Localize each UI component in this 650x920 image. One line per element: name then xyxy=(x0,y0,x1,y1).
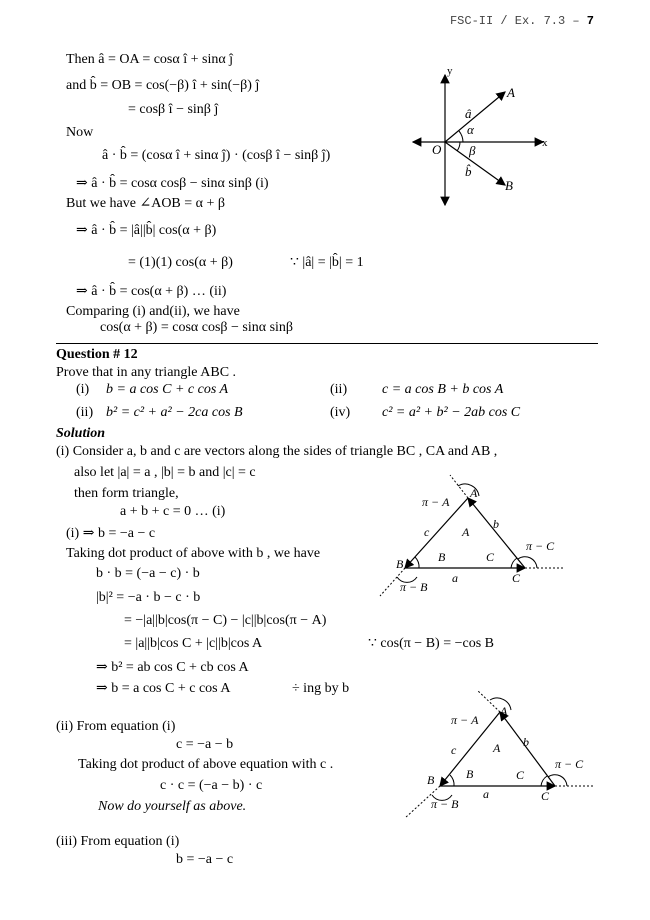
extension-b xyxy=(477,690,500,712)
part-i-number: (i) xyxy=(76,382,90,397)
proof-line-4: Now xyxy=(66,125,94,140)
arc-b xyxy=(450,775,454,786)
part-iv-number: (iv) xyxy=(330,405,351,420)
part-i-equation: b = a cos C + c cos A xyxy=(106,382,229,397)
proof-line-2: and b̂ = OB = cos(−β) î + sin(−β) ĵ xyxy=(66,78,260,93)
origin-label: O xyxy=(432,142,442,157)
part-ii-equation: c = a cos B + b cos A xyxy=(382,382,504,397)
arc-c xyxy=(541,776,547,786)
beta-label: β xyxy=(469,143,476,158)
angle-c: C xyxy=(516,768,525,782)
triangle-diagram-1 xyxy=(360,470,575,610)
solution-line-10: = |a||b|cos C + |c||b|cos A xyxy=(124,636,263,651)
page-number: 7 xyxy=(586,14,594,28)
part-ii-note: Now do yourself as above. xyxy=(98,799,247,814)
part-iii-equation-line: b = −a − c xyxy=(176,852,234,867)
pi-minus-a-label: π − A xyxy=(451,713,479,727)
section-divider xyxy=(56,343,598,344)
proof-line-1: Then â = OA = cosα î + sinα ĵ xyxy=(66,52,234,67)
angle-b: B xyxy=(466,767,474,781)
triangle-diagram-2 xyxy=(395,688,610,828)
part-iv-equation: c² = a² + b² − 2ab cos C xyxy=(382,405,521,420)
solution-line-2: also let |a| = a , |b| = b and |c| = c xyxy=(74,465,256,480)
solution-line-12: ⇒ b = a cos C + c cos A xyxy=(96,681,231,696)
solution-line-8: |b|² = −a · b − c · b xyxy=(96,590,201,605)
page-header xyxy=(450,14,594,28)
solution-line-11: ⇒ b² = ab cos C + cb cos A xyxy=(96,660,249,675)
solution-line-9: = −|a||b|cos(π − C) − |c||b|cos(π − A) xyxy=(124,613,327,628)
solution-line-1: (i) Consider a, b and c are vectors along the sides of triangle BC , CA and AB , xyxy=(56,444,498,459)
solution-line-3: then form triangle, xyxy=(74,486,179,501)
solution-line-10-reason: ∵ cos(π − B) = −cos B xyxy=(368,636,494,651)
proof-line-7: But we have ∠AOB = α + β xyxy=(66,196,226,211)
solution-line-6: Taking dot product of above with b , we have xyxy=(66,546,321,561)
b-hat-label: b̂ xyxy=(465,164,472,179)
vertex-b: B xyxy=(427,773,435,787)
side-a-label: a xyxy=(483,787,489,801)
vertex-b: B xyxy=(396,557,404,571)
angle-b: B xyxy=(438,550,446,564)
solution-line-12-reason: ÷ ing by b xyxy=(292,681,350,696)
question-title: Question # 12 xyxy=(56,347,138,362)
part-iii-heading: (iii) From equation (i) xyxy=(56,834,180,849)
part-ii-dot-product: c · c = (−a − b) · c xyxy=(160,778,263,793)
vertex-a: A xyxy=(470,486,478,500)
part-ii-heading: (ii) From equation (i) xyxy=(56,719,176,734)
pi-minus-b-label: π − B xyxy=(431,797,459,811)
side-c-label: c xyxy=(451,743,457,757)
proof-line-9: = (1)(1) cos(α + β) xyxy=(128,255,233,270)
angle-c: C xyxy=(486,550,495,564)
solution-title: Solution xyxy=(56,426,106,441)
proof-line-11: Comparing (i) and(ii), we have xyxy=(66,304,240,319)
vertex-a: A xyxy=(500,704,508,718)
arc-b xyxy=(415,557,419,568)
part-iii-number: (ii) xyxy=(76,405,94,420)
vertex-c: C xyxy=(512,571,521,585)
arc-c xyxy=(511,558,517,568)
y-label: y xyxy=(447,65,453,77)
proof-line-3: = cosβ î − sinβ ĵ xyxy=(128,102,219,117)
part-ii-instruction: Taking dot product of above equation with c . xyxy=(78,757,334,772)
point-a-label: A xyxy=(507,85,515,100)
angle-a: A xyxy=(462,525,470,539)
proof-line-10: ⇒ â · b̂ = cos(α + β) … (ii) xyxy=(76,284,227,299)
beta-arc xyxy=(457,142,460,151)
vector-a xyxy=(445,92,505,142)
side-c-label: c xyxy=(424,525,430,539)
pi-minus-a-label: π − A xyxy=(422,495,450,509)
solution-line-7: b · b = (−a − c) · b xyxy=(96,566,200,581)
solution-line-5: (i) ⇒ b = −a − c xyxy=(66,526,156,541)
pi-minus-c-label: π − C xyxy=(526,539,555,553)
header-text: FSC-II / Ex. 7.3 – xyxy=(449,14,580,28)
side-b xyxy=(500,712,555,786)
solution-line-4: a + b + c = 0 … (i) xyxy=(120,504,226,519)
part-ii-number: (ii) xyxy=(330,382,348,397)
x-label: x xyxy=(542,137,548,149)
proof-line-6: ⇒ â · b̂ = cosα cosβ − sinα sinβ (i) xyxy=(76,176,269,191)
proof-line-8: ⇒ â · b̂ = |â||b̂| cos(α + β) xyxy=(76,223,217,238)
a-hat-label: â xyxy=(465,106,472,121)
side-b xyxy=(468,498,525,568)
alpha-label: α xyxy=(467,122,474,137)
proof-line-5: â · b̂ = (cosα î + sinα ĵ) · (cosβ î − sinβ ĵ) xyxy=(102,148,331,163)
question-prompt: Prove that in any triangle ABC . xyxy=(56,365,237,380)
angle-a: A xyxy=(493,741,501,755)
side-b-label: b xyxy=(523,735,529,749)
point-b-label: B xyxy=(505,178,513,193)
alpha-arc xyxy=(459,131,463,142)
pi-minus-c-label: π − C xyxy=(555,757,584,771)
pi-minus-b-label: π − B xyxy=(400,580,428,594)
proof-line-9-reason: ∵ |â| = |b̂| = 1 xyxy=(290,255,364,270)
angle-diagram xyxy=(405,60,565,215)
side-b-label: b xyxy=(493,517,499,531)
vertex-c: C xyxy=(541,789,550,803)
side-a-label: a xyxy=(452,571,458,585)
part-iii-equation: b² = c² + a² − 2ca cos B xyxy=(106,405,243,420)
proof-line-12: cos(α + β) = cosα cosβ − sinα sinβ xyxy=(100,320,294,335)
extension-b xyxy=(450,475,468,498)
part-ii-equation-line: c = −a − b xyxy=(176,737,234,752)
